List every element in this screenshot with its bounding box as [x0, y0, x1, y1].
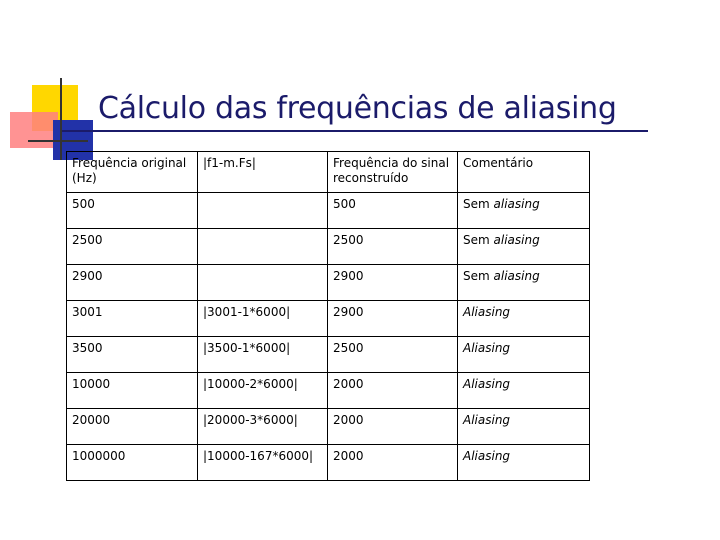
cell-original-frequency: 2900 — [67, 265, 198, 301]
comment-prefix: Sem — [463, 269, 494, 283]
cell-original-frequency: 10000 — [67, 373, 198, 409]
cell-comment — [458, 301, 590, 337]
cell-formula: |20000-3*6000| — [198, 409, 328, 445]
comment-prefix: Sem — [463, 233, 494, 247]
cell-original-frequency: 2500 — [67, 229, 198, 265]
slide-title: Cálculo das frequências de aliasing — [98, 91, 617, 126]
comment-italic: Aliasing — [463, 377, 511, 391]
table-row — [67, 409, 590, 445]
table-header-row — [67, 152, 590, 193]
cell-reconstructed-frequency: 2900 — [328, 265, 458, 301]
cell-reconstructed-frequency: 2000 — [328, 445, 458, 481]
comment-italic: aliasing — [493, 233, 540, 247]
cell-formula: |3001-1*6000| — [198, 301, 328, 337]
table-row — [67, 301, 590, 337]
header-original-frequency: Frequência original (Hz) — [67, 152, 198, 193]
cell-formula: |3500-1*6000| — [198, 337, 328, 373]
cell-original-frequency: 1000000 — [67, 445, 198, 481]
cell-reconstructed-frequency: 500 — [328, 193, 458, 229]
cell-original-frequency: 500 — [67, 193, 198, 229]
cell-comment — [458, 337, 590, 373]
title-underline — [62, 130, 648, 132]
table-row — [67, 229, 590, 265]
cell-original-frequency: 3500 — [67, 337, 198, 373]
comment-prefix: Sem — [463, 197, 494, 211]
comment-italic: Aliasing — [463, 413, 511, 427]
cell-formula — [198, 265, 328, 301]
table-row — [67, 265, 590, 301]
cell-reconstructed-frequency: 2000 — [328, 373, 458, 409]
cell-comment — [458, 373, 590, 409]
header-formula: |f1-m.Fs| — [198, 152, 328, 193]
comment-italic: aliasing — [493, 269, 540, 283]
cell-original-frequency: 3001 — [67, 301, 198, 337]
table-row — [67, 445, 590, 481]
cell-reconstructed-frequency: 2000 — [328, 409, 458, 445]
comment-italic: Aliasing — [463, 305, 511, 319]
cell-reconstructed-frequency: 2500 — [328, 337, 458, 373]
decorative-horizontal-line — [28, 140, 88, 142]
cell-comment — [458, 193, 590, 229]
cell-comment — [458, 409, 590, 445]
decorative-vertical-line — [60, 78, 62, 160]
cell-reconstructed-frequency: 2900 — [328, 301, 458, 337]
table-row — [67, 337, 590, 373]
decorative-red-square — [10, 112, 58, 148]
comment-italic: Aliasing — [463, 449, 511, 463]
cell-comment — [458, 265, 590, 301]
header-comment: Comentário — [458, 152, 590, 193]
cell-comment — [458, 445, 590, 481]
header-reconstructed-frequency: Frequência do sinal reconstruído — [328, 152, 458, 193]
aliasing-table — [66, 151, 590, 481]
cell-formula: |10000-167*6000| — [198, 445, 328, 481]
table-row — [67, 193, 590, 229]
cell-comment — [458, 229, 590, 265]
comment-italic: aliasing — [493, 197, 540, 211]
cell-formula — [198, 229, 328, 265]
cell-formula — [198, 193, 328, 229]
cell-original-frequency: 20000 — [67, 409, 198, 445]
comment-italic: Aliasing — [463, 341, 511, 355]
cell-reconstructed-frequency: 2500 — [328, 229, 458, 265]
table-row — [67, 373, 590, 409]
cell-formula: |10000-2*6000| — [198, 373, 328, 409]
